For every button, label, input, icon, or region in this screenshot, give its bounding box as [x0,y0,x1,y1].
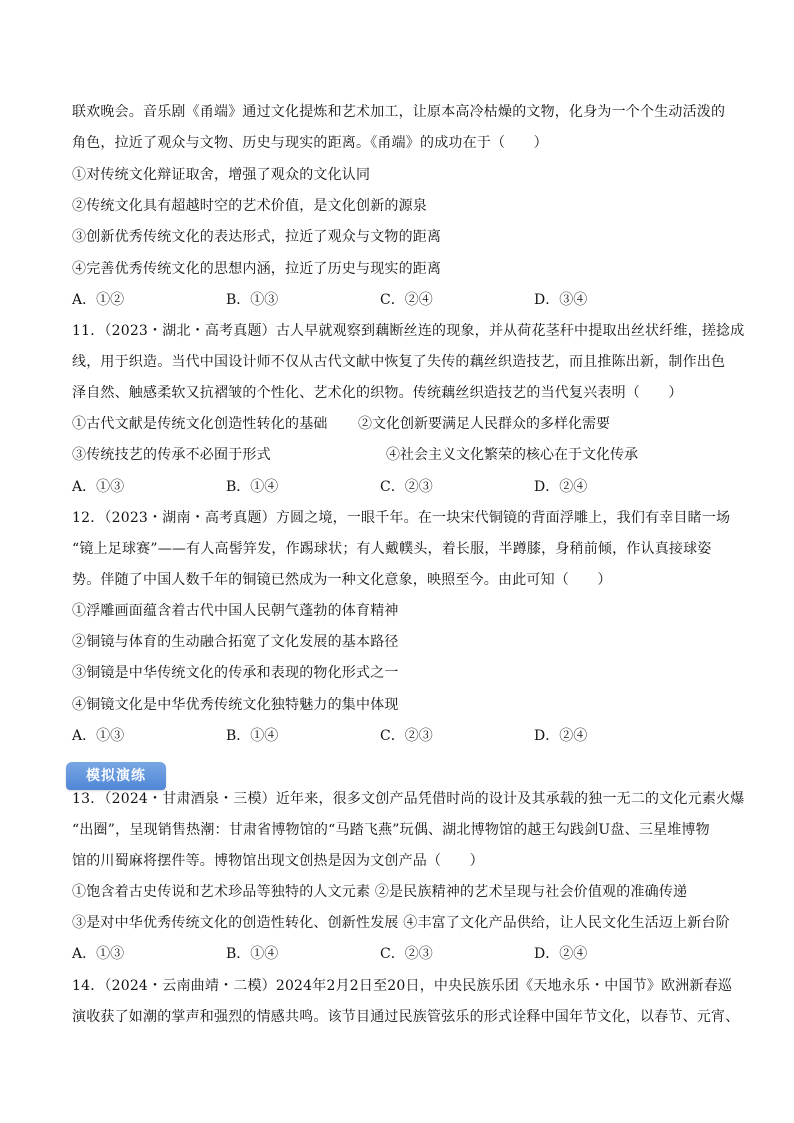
q12-option-b: B．①④ [226,728,279,744]
q13-statements-1-2: ①饱含着古史传说和艺术珍品等独特的人文元素 ②是民族精神的艺术呈现与社会价值观的准确传递 [72,884,688,900]
q12-statement-4: ④铜镜文化是中华优秀传统文化独特魅力的集中体现 [72,697,399,713]
q10-option-b: B．①③ [226,292,279,308]
q11-statement-2: ②文化创新要满足人民群众的多样化需要 [358,416,610,432]
q13-statements-3-4: ③是对中华优秀传统文化的创造性转化、创新性发展 ④丰富了文化产品供给，让人民文化生活迈上新台阶 [72,915,730,931]
section-badge-mock-practice: 模拟演练 [66,762,166,790]
q11-statement-3: ③传统技艺的传承不必囿于形式 [72,447,271,463]
q10-option-a: A．①② [72,292,125,308]
q13-option-b: B．①④ [226,946,279,962]
q12-statement-3: ③铜镜是中华传统文化的传承和表现的物化形式之一 [72,665,399,681]
q12-option-a: A．①③ [72,728,125,744]
q12-stem-line-3: 势。伴随了中国人数千年的铜镜已然成为一种文化意象，映照至今。由此可知（ ） [72,572,612,588]
q10-statement-2: ②传统文化具有超越时空的艺术价值，是文化创新的源泉 [72,198,427,214]
q13-option-c: C．②③ [380,946,433,962]
q10-stem-line-2: 角色，拉近了观众与文物、历史与现实的距离。《甬端》的成功在于（ ） [72,135,548,151]
q11-statement-1: ①古代文献是传统文化创造性转化的基础 [72,416,328,432]
q12-option-c: C．②③ [380,728,433,744]
q13-option-a: A．①③ [72,946,125,962]
q10-stem-line-1: 联欢晚会。音乐剧《甬端》通过文化提炼和艺术加工，让原本高冷枯燥的文物，化身为一个个生动活泼的 [72,104,726,120]
q11-stem-line-2: 线，用于织造。当代中国设计师不仅从古代文献中恢复了失传的藕丝织造技艺，而且推陈出新，制作出色 [72,354,726,370]
q12-option-d: D．②④ [534,728,588,744]
q10-statement-3: ③创新优秀传统文化的表达形式，拉近了观众与文物的距离 [72,229,442,245]
q13-option-d: D．②④ [534,946,588,962]
q13-stem-line-1: 13．（2024・甘肃酒泉・三模）近年来，很多文创产品凭借时尚的设计及其承载的独一无二的文化元素火爆 [72,791,745,807]
q13-stem-line-3: 馆的川蜀麻将摆件等。博物馆出现文创热是因为文创产品（ ） [72,853,484,869]
q11-option-b: B．①④ [226,479,279,495]
q12-stem-line-1: 12．（2023・湖南・高考真题）方圆之境，一眼千年。在一块宋代铜镜的背面浮雕上，我们有幸目睹一场 [72,510,731,526]
q11-option-d: D．②④ [534,479,588,495]
q11-statement-4: ④社会主义文化繁荣的核心在于文化传承 [386,447,638,463]
q11-option-a: A．①③ [72,479,125,495]
q13-stem-line-2: “出圈”，呈现销售热潮：甘肃省博物馆的“马踏飞燕”玩偶、湖北博物馆的越王勾践剑U盘、三星堆博物 [72,822,710,838]
q10-option-d: D．③④ [534,292,588,308]
q14-stem-line-1: 14．（2024・云南曲靖・二模）2024年2月2日至20日，中央民族乐团《天地永乐・中国节》欧洲新春巡 [72,978,733,994]
q11-stem-line-1: 11．（2023・湖北・高考真题）古人早就观察到藕断丝连的现象，并从荷花茎秆中提取出丝状纤维，搓捻成 [72,323,745,339]
q10-option-c: C．②④ [380,292,433,308]
q11-option-c: C．②③ [380,479,433,495]
q12-statement-2: ②铜镜与体育的生动融合拓宽了文化发展的基本路径 [72,634,399,650]
q11-stem-line-3: 泽自然、触感柔软又抗褶皱的个性化、艺术化的织物。传统藕丝织造技艺的当代复兴表明（ ） [72,385,683,401]
q12-stem-line-2: “镜上足球赛”——有人高髻笄发，作踢球状；有人戴幞头，着长服，半蹲膝，身稍前倾，作认真接球姿 [72,541,712,557]
q10-statement-4: ④完善优秀传统文化的思想内涵，拉近了历史与现实的距离 [72,261,442,277]
q12-statement-1: ①浮雕画面蕴含着古代中国人民朝气蓬勃的体育精神 [72,603,399,619]
q10-statement-1: ①对传统文化辩证取舍，增强了观众的文化认同 [72,167,371,183]
q14-stem-line-2: 演收获了如潮的掌声和强烈的情感共鸣。该节目通过民族管弦乐的形式诠释中国年节文化，以春节、元宵、 [72,1009,740,1025]
